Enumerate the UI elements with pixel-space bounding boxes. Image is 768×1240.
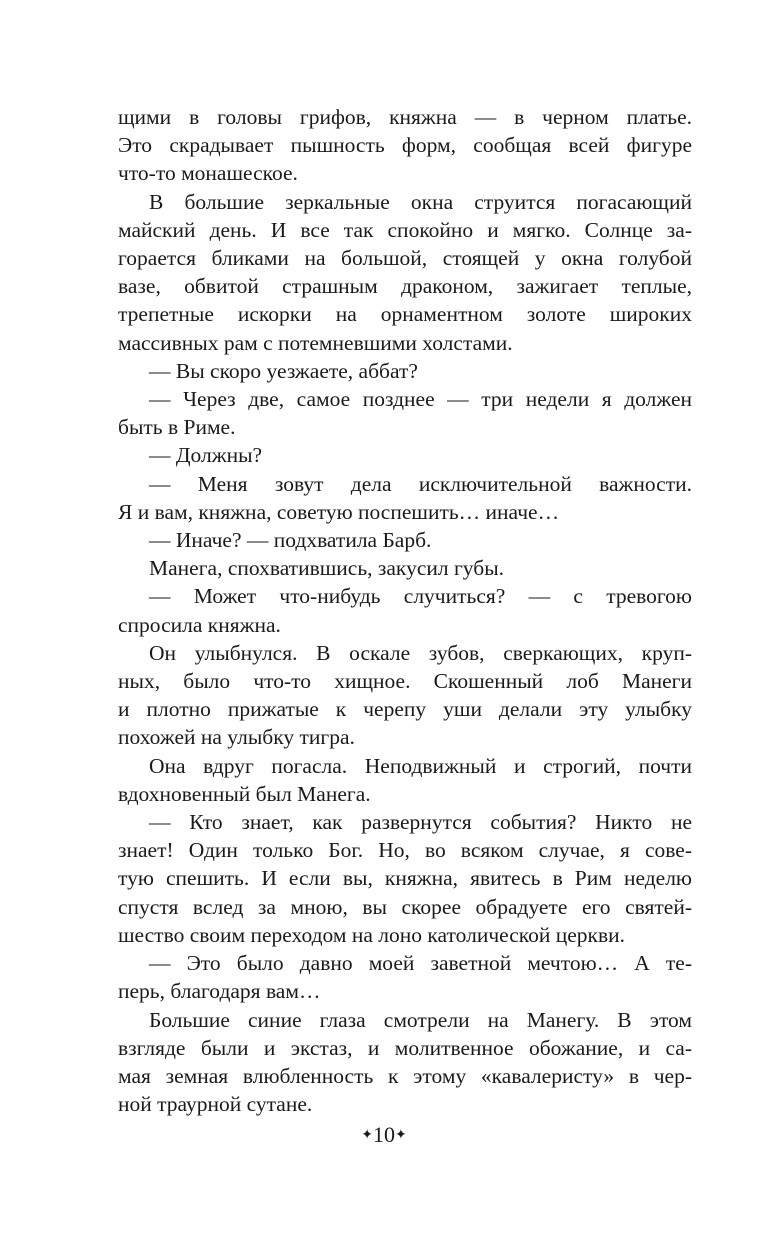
- page-number: [0, 1122, 768, 1148]
- text-line: что-то монашеское.: [118, 161, 298, 186]
- page-number-value: 10: [373, 1122, 395, 1147]
- text-line: — Должны?: [149, 443, 263, 468]
- text-line: Большие синие глаза смотрели на Манегу. В этом: [149, 1007, 692, 1032]
- text-line: — Это было давно моей заветной мечтою… А те-: [149, 951, 692, 976]
- paragraph: [118, 470, 692, 526]
- paragraph: [118, 385, 692, 441]
- text-line: вазе, обвитой страшным драконом, зажигает теплые,: [118, 274, 692, 299]
- ornament-right-icon: ✦: [395, 1128, 407, 1143]
- text-line: быть в Риме.: [118, 415, 236, 440]
- text-line: тую спешить. И если вы, княжна, явитесь в Рим неделю: [118, 866, 692, 891]
- text-line: ной траурной сутане.: [118, 1092, 313, 1117]
- paragraph: [118, 357, 692, 385]
- text-line: горается бликами на большой, стоящей у окна голубой: [118, 246, 692, 271]
- text-line: майский день. И все так спокойно и мягко. Солнце за-: [118, 217, 692, 242]
- text-line: — Вы скоро уезжаете, аббат?: [149, 358, 418, 383]
- text-line: похожей на улыбку тигра.: [118, 725, 355, 750]
- text-line: Манега, спохватившись, закусил губы.: [149, 556, 505, 581]
- paragraph: [118, 582, 692, 638]
- text-line: перь, благодаря вам…: [118, 979, 321, 1004]
- paragraph: [118, 1006, 692, 1119]
- text-line: — Через две, самое позднее — три недели я должен: [149, 387, 692, 412]
- text-line: спросила княжна.: [118, 612, 281, 637]
- paragraph: [118, 526, 692, 554]
- paragraph: [118, 103, 692, 188]
- text-line: В большие зеркальные окна струится погасающий: [149, 189, 692, 214]
- paragraph: [118, 949, 692, 1005]
- text-line: Она вдруг погасла. Неподвижный и строгий, почти: [149, 753, 692, 778]
- paragraph: [118, 752, 692, 808]
- ornament-left-icon: ✦: [361, 1128, 373, 1143]
- text-line: вдохновенный был Манега.: [118, 781, 371, 806]
- text-line: — Может что-нибудь случиться? — с тревогою: [149, 584, 692, 609]
- text-line: взгляде были и экстаз, и молитвенное обожание, и са-: [118, 1035, 692, 1060]
- text-line: знает! Один только Бог. Но, во всяком случае, я сове-: [118, 838, 692, 863]
- text-line: и плотно прижатые к черепу уши делали эту улыбку: [118, 697, 692, 722]
- text-line: шество своим переходом на лоно католической церкви.: [118, 922, 626, 947]
- text-line: щими в головы грифов, княжна — в черном платье.: [118, 105, 692, 129]
- text-line: массивных рам с потемневшими холстами.: [118, 330, 513, 355]
- paragraph: [118, 188, 692, 357]
- text-line: Он улыбнулся. В оскале зубов, сверкающих, круп-: [149, 640, 692, 665]
- paragraph: [118, 808, 692, 949]
- paragraph: [118, 554, 692, 582]
- paragraph: [118, 441, 692, 469]
- text-line: трепетные искорки на орнаментном золоте широких: [118, 302, 692, 327]
- text-line: — Меня зовут дела исключительной важности.: [149, 471, 692, 496]
- text-line: спустя вслед за мною, вы скорее обрадуете его святей-: [118, 894, 692, 919]
- text-line: Я и вам, княжна, советую поспешить… иначе…: [118, 499, 560, 524]
- paragraph: [118, 639, 692, 752]
- text-line: — Кто знает, как развернутся события? Никто не: [149, 810, 692, 835]
- text-line: ных, было что-то хищное. Скошенный лоб Манеги: [118, 669, 692, 694]
- text-line: мая земная влюбленность к этому «кавалеристу» в чер-: [118, 1063, 692, 1088]
- text-line: Это скрадывает пышность форм, сообщая всей фигуре: [118, 133, 692, 158]
- page-body: [118, 103, 692, 1118]
- text-line: — Иначе? — подхватила Барб.: [149, 528, 432, 553]
